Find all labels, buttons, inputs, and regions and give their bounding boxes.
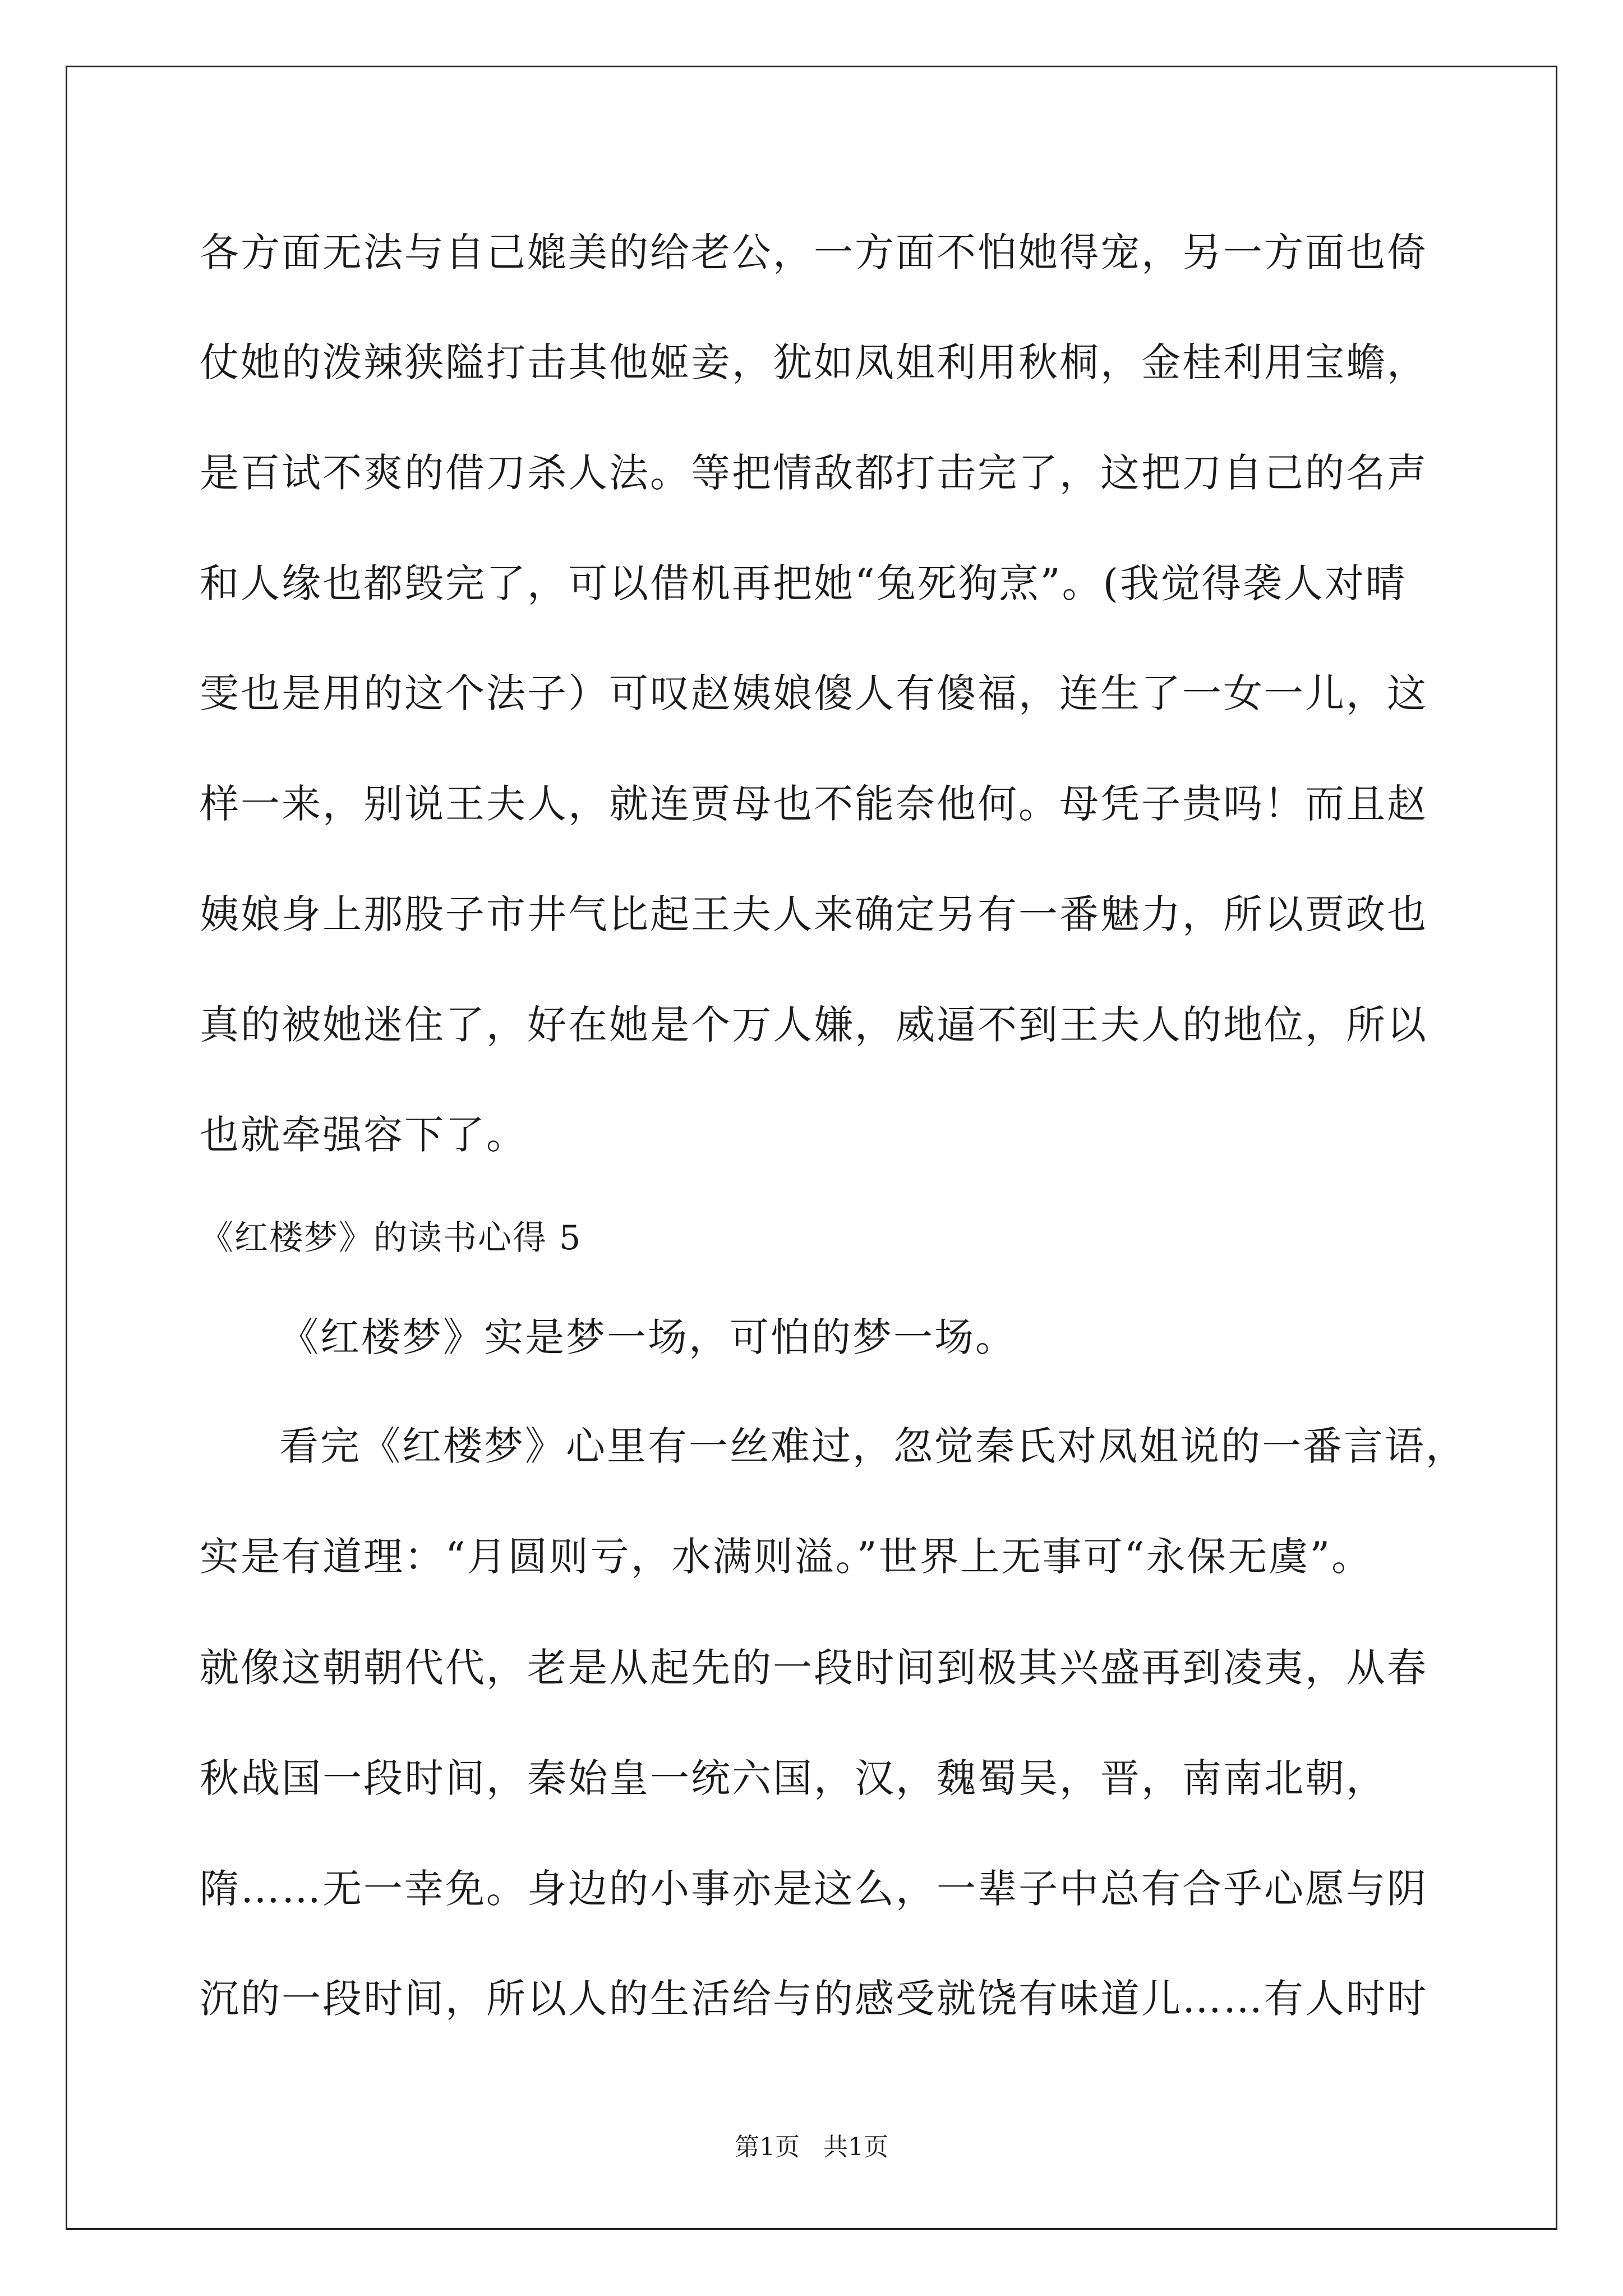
text-line: 是百试不爽的借刀杀人法。等把情敌都打击完了，这把刀自己的名声	[200, 450, 1428, 496]
page-footer: 第1页 共1页	[735, 2133, 888, 2161]
text-line: 样一来，别说王夫人，就连贾母也不能奈他何。母凭子贵吗！而且赵	[200, 781, 1428, 827]
paragraph-first-line: 《红楼梦》实是梦一场，可怕的梦一场。	[279, 1314, 1016, 1360]
text-line: 秋战国一段时间，秦始皇一统六国，汉，魏蜀吴，晋，南南北朝，	[200, 1755, 1387, 1801]
paragraph-first-line: 看完《红楼梦》心里有一丝难过，忽觉秦氏对凤姐说的一番言语，	[279, 1423, 1467, 1469]
text-line: 沉的一段时间，所以人的生活给与的感受就饶有味道儿……有人时时	[200, 1976, 1428, 2022]
text-line: 也就牵强容下了。	[200, 1112, 527, 1158]
text-line: 姨娘身上那股子市井气比起王夫人来确定另有一番魅力，所以贾政也	[200, 891, 1428, 937]
text-line: 就像这朝朝代代，老是从起先的一段时间到极其兴盛再到凌夷，从春	[200, 1645, 1428, 1691]
text-line: 仗她的泼辣狭隘打击其他姬妾，犹如凤姐利用秋桐，金桂利用宝蟾，	[200, 339, 1428, 385]
text-line: 各方面无法与自己媲美的给老公，一方面不怕她得宠，另一方面也倚	[200, 229, 1428, 275]
text-line: 雯也是用的这个法子）可叹赵姨娘傻人有傻福，连生了一女一儿，这	[200, 670, 1428, 716]
text-line: 和人缘也都毁完了，可以借机再把她“兔死狗烹”。(我觉得袭人对晴	[200, 560, 1407, 606]
section-heading: 《红楼梦》的读书心得 5	[200, 1218, 582, 1258]
text-line: 真的被她迷住了，好在她是个万人嫌，威逼不到王夫人的地位，所以	[200, 1002, 1428, 1048]
text-line: 隋……无一幸免。身边的小事亦是这么，一辈子中总有合乎心愿与阴	[200, 1866, 1428, 1912]
text-line: 实是有道理：“月圆则亏，水满则溢。”世界上无事可“永保无虞”。	[200, 1534, 1373, 1580]
